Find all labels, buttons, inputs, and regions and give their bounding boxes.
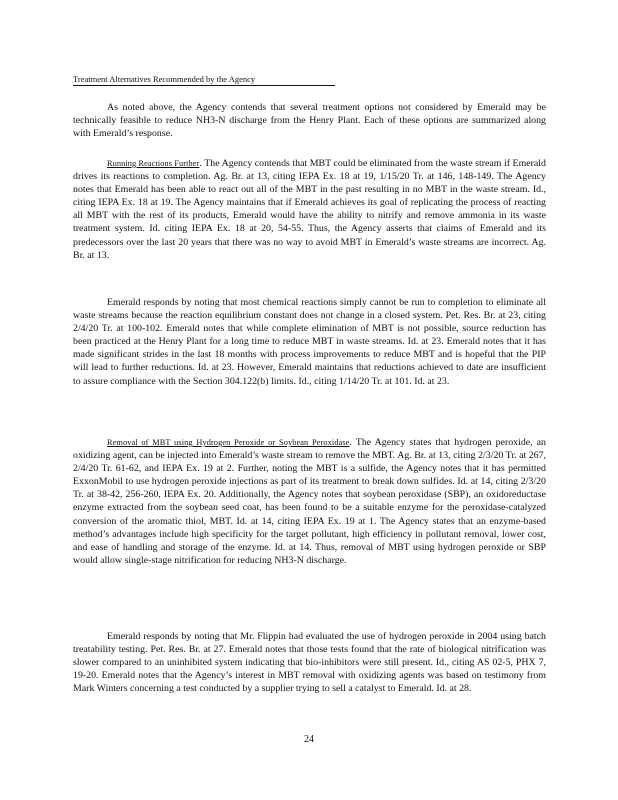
paragraph-intro xyxy=(73,101,546,140)
paragraph-hydrogen-peroxide xyxy=(73,436,546,567)
paragraph-text: . The Agency contends that MBT could be eliminated from the waste stream if Emerald drives its reactions to completion. Ag. Br. at 13, citing IEPA Ex. 18 at 19, 1/15/20 Tr. at 146, 148-149. The Agency notes that Emerald has been able to react out all of the MBT in the past resulting in no MBT in the waste stream. Id., citing IEPA Ex. 18 at 19. The Agency maintains that if Emerald achieves its goal of replicating the process of reacting all MBT with the rest of its products, Emerald would have the ability to nitrify and remove ammonia in its waste treatment system. Id. citing IEPA Ex. 18 at 20, 54-55. Thus, the Agency asserts that claims of Emerald and its predecessors over the last 20 years that there was no way to avoid MBT in Emerald’s waste streams are incorrect. Ag. Br. at 13. xyxy=(73,158,546,261)
paragraph-running-reactions xyxy=(73,157,546,262)
subheading-running-reactions: Running Reactions Further xyxy=(107,159,200,168)
paragraph-text: Emerald responds by noting that most chemical reactions simply cannot be run to completion to eliminate all waste streams because the reaction equilibrium constant does not change in a closed system. Pet. Res. Br. at 23, citing 2/4/20 Tr. at 100-102. Emerald notes that while complete elimination of MBT is not possible, source reduction has been practiced at the Henry Plant for a long time to reduce MBT in waste streams. Id. at 23. Emerald notes that it has made significant strides in the last 18 months with process improvements to reduce MBT and is hopeful that the PIP will lead to further reductions. Id. at 23. However, Emerald maintains that reductions achieved to date are insufficient to assure compliance with the Section 304.122(b) limits. Id., citing 1/14/20 Tr. at 101. Id. at 23. xyxy=(73,297,546,387)
paragraph-text: . The Agency states that hydrogen peroxide, an oxidizing agent, can be injected into Emerald’s waste stream to remove the MBT. Ag. Br. at 13, citing 2/3/20 Tr. at 267, 2/4/20 Tr. 61-62, and IEPA Ex. 19 at 2. Further, noting the MBT is a sulfide, the Agency notes that it has permitted ExxonMobil to use hydrogen peroxide injections as part of its treatment to break down sulfides. Id. at 14, citing 2/3/20 Tr. at 38-42, 256-260, IEPA Ex. 20. Additionally, the Agency notes that soybean peroxidase (SBP), an oxidoreductase enzyme extracted from the soybean seed coat, has been found to be a suitable enzyme for the peroxidase-catalyzed conversion of the aromatic thiol, MBT. Id. at 14, citing IEPA Ex. 19 at 1. The Agency states that an enzyme-based method’s advantages include high specificity for the target pollutant, high efficiency in pollutant removal, lower cost, and ease of handling and storage of the enzyme. Id. at 14. Thus, removal of MBT using hydrogen peroxide or SBP would allow single-stage nitrification for reducing NH3-N discharge. xyxy=(73,437,546,566)
paragraph-emerald-response-1 xyxy=(73,296,546,388)
section-heading: Treatment Alternatives Recommended by the Agency xyxy=(73,74,335,86)
page-number: 24 xyxy=(304,734,314,745)
paragraph-text: Emerald responds by noting that Mr. Flippin had evaluated the use of hydrogen peroxide in 2004 using batch treatability testing. Pet. Res. Br. at 27. Emerald notes that those tests found that the rate of biological nitrification was slower compared to an uninhibited system indicating that bio-inhibitors were still present. Id., citing AS 02-5, PHX 7, 19-20. Emerald notes that the Agency’s interest in MBT removal with oxidizing agents was based on testimony from Mark Winters concerning a test conducted by a supplier trying to sell a catalyst to Emerald. Id. at 28. xyxy=(73,631,546,695)
paragraph-emerald-response-2 xyxy=(73,630,546,695)
subheading-hydrogen-peroxide: Removal of MBT using Hydrogen Peroxide or Soybean Peroxidase xyxy=(107,438,350,447)
paragraph-text: As noted above, the Agency contends that several treatment options not considered by Emerald may be technically feasible to reduce NH3-N discharge from the Henry Plant. Each of these options are summarized along with Emerald’s response. xyxy=(73,102,546,140)
